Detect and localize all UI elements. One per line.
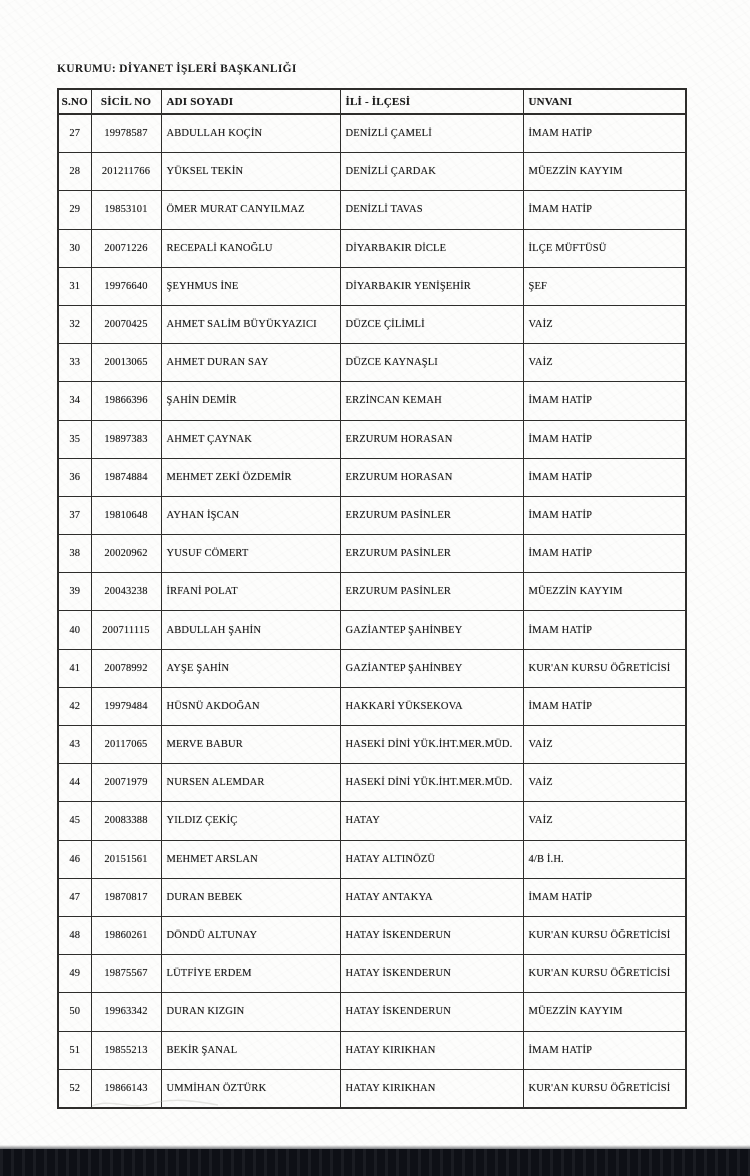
- cell-sicil-no: 20043238: [91, 573, 161, 611]
- cell-unvani: İMAM HATİP: [523, 382, 686, 420]
- cell-unvani: İMAM HATİP: [523, 535, 686, 573]
- cell-sicil-no: 19810648: [91, 496, 161, 534]
- cell-s-no: 38: [58, 535, 91, 573]
- cell-unvani: VAİZ: [523, 726, 686, 764]
- cell-s-no: 49: [58, 955, 91, 993]
- table-row: [58, 420, 686, 458]
- cell-s-no: 52: [58, 1069, 91, 1108]
- cell-ili-ilcesi: HATAY ALTINÖZÜ: [340, 840, 523, 878]
- column-header-s-no: S.NO: [58, 89, 91, 114]
- table-row: [58, 802, 686, 840]
- cell-sicil-no: 19860261: [91, 916, 161, 954]
- cell-unvani: İMAM HATİP: [523, 114, 686, 153]
- cell-ili-ilcesi: HAKKARİ YÜKSEKOVA: [340, 687, 523, 725]
- cell-adi-soyadi: YILDIZ ÇEKİÇ: [161, 802, 340, 840]
- table-row: [58, 649, 686, 687]
- table-row: [58, 993, 686, 1031]
- cell-s-no: 40: [58, 611, 91, 649]
- cell-sicil-no: 20070425: [91, 305, 161, 343]
- cell-unvani: MÜEZZİN KAYYIM: [523, 153, 686, 191]
- cell-adi-soyadi: YÜKSEL TEKİN: [161, 153, 340, 191]
- table-row: [58, 458, 686, 496]
- cell-ili-ilcesi: DÜZCE KAYNAŞLI: [340, 344, 523, 382]
- cell-s-no: 27: [58, 114, 91, 153]
- cell-unvani: İMAM HATİP: [523, 687, 686, 725]
- cell-sicil-no: 19866396: [91, 382, 161, 420]
- cell-s-no: 39: [58, 573, 91, 611]
- cell-sicil-no: 20071226: [91, 229, 161, 267]
- cell-unvani: İMAM HATİP: [523, 1031, 686, 1069]
- cell-ili-ilcesi: ERZURUM HORASAN: [340, 458, 523, 496]
- cell-sicil-no: 20020962: [91, 535, 161, 573]
- table-body: [58, 114, 686, 1108]
- cell-sicil-no: 19874884: [91, 458, 161, 496]
- cell-adi-soyadi: HÜSNÜ AKDOĞAN: [161, 687, 340, 725]
- table-row: [58, 496, 686, 534]
- cell-adi-soyadi: MEHMET ARSLAN: [161, 840, 340, 878]
- cell-sicil-no: 20083388: [91, 802, 161, 840]
- table-row: [58, 114, 686, 153]
- cell-s-no: 33: [58, 344, 91, 382]
- cell-ili-ilcesi: ERZİNCAN KEMAH: [340, 382, 523, 420]
- table-row: [58, 191, 686, 229]
- table-row: [58, 305, 686, 343]
- cell-unvani: MÜEZZİN KAYYIM: [523, 993, 686, 1031]
- cell-adi-soyadi: ÖMER MURAT CANYILMAZ: [161, 191, 340, 229]
- column-header-unvani: UNVANI: [523, 89, 686, 114]
- cell-ili-ilcesi: DENİZLİ ÇAMELİ: [340, 114, 523, 153]
- cell-sicil-no: 201211766: [91, 153, 161, 191]
- cell-s-no: 36: [58, 458, 91, 496]
- table-row: [58, 878, 686, 916]
- cell-unvani: 4/B İ.H.: [523, 840, 686, 878]
- column-header-ili-ilcesi: İLİ - İLÇESİ: [340, 89, 523, 114]
- cell-unvani: İMAM HATİP: [523, 458, 686, 496]
- column-header-sicil-no: SİCİL NO: [91, 89, 161, 114]
- cell-ili-ilcesi: DİYARBAKIR YENİŞEHİR: [340, 267, 523, 305]
- cell-s-no: 51: [58, 1031, 91, 1069]
- cell-ili-ilcesi: DİYARBAKIR DİCLE: [340, 229, 523, 267]
- cell-s-no: 47: [58, 878, 91, 916]
- cell-adi-soyadi: MEHMET ZEKİ ÖZDEMİR: [161, 458, 340, 496]
- cell-adi-soyadi: NURSEN ALEMDAR: [161, 764, 340, 802]
- cell-s-no: 44: [58, 764, 91, 802]
- cell-unvani: VAİZ: [523, 344, 686, 382]
- cell-ili-ilcesi: DENİZLİ ÇARDAK: [340, 153, 523, 191]
- cell-adi-soyadi: ŞAHİN DEMİR: [161, 382, 340, 420]
- cell-unvani: KUR'AN KURSU ÖĞRETİCİSİ: [523, 955, 686, 993]
- cell-s-no: 30: [58, 229, 91, 267]
- cell-ili-ilcesi: HATAY KIRIKHAN: [340, 1069, 523, 1108]
- cell-s-no: 43: [58, 726, 91, 764]
- table-row: [58, 764, 686, 802]
- table-row: [58, 229, 686, 267]
- cell-s-no: 29: [58, 191, 91, 229]
- cell-adi-soyadi: ŞEYHMUS İNE: [161, 267, 340, 305]
- cell-sicil-no: 19866143: [91, 1069, 161, 1108]
- scanner-edge-bar: [0, 1149, 750, 1176]
- cell-adi-soyadi: İRFANİ POLAT: [161, 573, 340, 611]
- scan-smudge-mark: [90, 1096, 220, 1112]
- cell-sicil-no: 19979484: [91, 687, 161, 725]
- cell-adi-soyadi: RECEPALİ KANOĞLU: [161, 229, 340, 267]
- cell-adi-soyadi: MERVE BABUR: [161, 726, 340, 764]
- cell-s-no: 28: [58, 153, 91, 191]
- cell-unvani: İMAM HATİP: [523, 420, 686, 458]
- cell-unvani: VAİZ: [523, 764, 686, 802]
- cell-ili-ilcesi: HATAY: [340, 802, 523, 840]
- cell-unvani: İMAM HATİP: [523, 611, 686, 649]
- cell-unvani: VAİZ: [523, 305, 686, 343]
- cell-ili-ilcesi: HATAY İSKENDERUN: [340, 993, 523, 1031]
- cell-s-no: 35: [58, 420, 91, 458]
- cell-adi-soyadi: AHMET ÇAYNAK: [161, 420, 340, 458]
- cell-unvani: KUR'AN KURSU ÖĞRETİCİSİ: [523, 1069, 686, 1108]
- cell-sicil-no: 20078992: [91, 649, 161, 687]
- cell-s-no: 41: [58, 649, 91, 687]
- cell-s-no: 31: [58, 267, 91, 305]
- table-row: [58, 573, 686, 611]
- table-row: [58, 611, 686, 649]
- cell-sicil-no: 19855213: [91, 1031, 161, 1069]
- table-row: [58, 840, 686, 878]
- cell-adi-soyadi: AHMET DURAN SAY: [161, 344, 340, 382]
- cell-ili-ilcesi: HATAY İSKENDERUN: [340, 955, 523, 993]
- cell-adi-soyadi: YUSUF CÖMERT: [161, 535, 340, 573]
- cell-unvani: KUR'AN KURSU ÖĞRETİCİSİ: [523, 916, 686, 954]
- table-row: [58, 344, 686, 382]
- cell-s-no: 45: [58, 802, 91, 840]
- cell-s-no: 37: [58, 496, 91, 534]
- cell-sicil-no: 19875567: [91, 955, 161, 993]
- cell-sicil-no: 20013065: [91, 344, 161, 382]
- table-row: [58, 535, 686, 573]
- cell-ili-ilcesi: HASEKİ DİNİ YÜK.İHT.MER.MÜD.: [340, 764, 523, 802]
- cell-adi-soyadi: ABDULLAH ŞAHİN: [161, 611, 340, 649]
- cell-ili-ilcesi: GAZİANTEP ŞAHİNBEY: [340, 611, 523, 649]
- cell-sicil-no: 20117065: [91, 726, 161, 764]
- cell-s-no: 46: [58, 840, 91, 878]
- cell-ili-ilcesi: ERZURUM PASİNLER: [340, 535, 523, 573]
- cell-s-no: 32: [58, 305, 91, 343]
- table-row: [58, 687, 686, 725]
- cell-adi-soyadi: ABDULLAH KOÇİN: [161, 114, 340, 153]
- cell-adi-soyadi: LÜTFİYE ERDEM: [161, 955, 340, 993]
- cell-s-no: 48: [58, 916, 91, 954]
- cell-ili-ilcesi: HATAY KIRIKHAN: [340, 1031, 523, 1069]
- cell-adi-soyadi: DURAN KIZGIN: [161, 993, 340, 1031]
- cell-s-no: 50: [58, 993, 91, 1031]
- cell-unvani: İMAM HATİP: [523, 496, 686, 534]
- cell-unvani: İMAM HATİP: [523, 878, 686, 916]
- personnel-table: [57, 88, 687, 1109]
- cell-sicil-no: 19870817: [91, 878, 161, 916]
- cell-sicil-no: 19853101: [91, 191, 161, 229]
- cell-adi-soyadi: AHMET SALİM BÜYÜKYAZICI: [161, 305, 340, 343]
- table-row: [58, 916, 686, 954]
- table-row: [58, 267, 686, 305]
- cell-adi-soyadi: AYHAN İŞCAN: [161, 496, 340, 534]
- cell-unvani: VAİZ: [523, 802, 686, 840]
- cell-s-no: 42: [58, 687, 91, 725]
- cell-ili-ilcesi: ERZURUM PASİNLER: [340, 496, 523, 534]
- cell-ili-ilcesi: DÜZCE ÇİLİMLİ: [340, 305, 523, 343]
- cell-adi-soyadi: AYŞE ŞAHİN: [161, 649, 340, 687]
- cell-unvani: KUR'AN KURSU ÖĞRETİCİSİ: [523, 649, 686, 687]
- cell-sicil-no: 200711115: [91, 611, 161, 649]
- cell-ili-ilcesi: ERZURUM PASİNLER: [340, 573, 523, 611]
- cell-s-no: 34: [58, 382, 91, 420]
- cell-unvani: ŞEF: [523, 267, 686, 305]
- cell-sicil-no: 19976640: [91, 267, 161, 305]
- table-header-row: [58, 89, 686, 114]
- column-header-adi-soyadi: ADI SOYADI: [161, 89, 340, 114]
- table-row: [58, 382, 686, 420]
- cell-ili-ilcesi: ERZURUM HORASAN: [340, 420, 523, 458]
- cell-adi-soyadi: BEKİR ŞANAL: [161, 1031, 340, 1069]
- cell-ili-ilcesi: HATAY ANTAKYA: [340, 878, 523, 916]
- cell-sicil-no: 19897383: [91, 420, 161, 458]
- cell-sicil-no: 20151561: [91, 840, 161, 878]
- table-row: [58, 726, 686, 764]
- institution-heading: KURUMU: DİYANET İŞLERİ BAŞKANLIĞI: [57, 62, 297, 76]
- cell-ili-ilcesi: HASEKİ DİNİ YÜK.İHT.MER.MÜD.: [340, 726, 523, 764]
- cell-sicil-no: 20071979: [91, 764, 161, 802]
- cell-ili-ilcesi: GAZİANTEP ŞAHİNBEY: [340, 649, 523, 687]
- cell-unvani: MÜEZZİN KAYYIM: [523, 573, 686, 611]
- cell-sicil-no: 19978587: [91, 114, 161, 153]
- cell-sicil-no: 19963342: [91, 993, 161, 1031]
- cell-unvani: İLÇE MÜFTÜSÜ: [523, 229, 686, 267]
- cell-adi-soyadi: DÖNDÜ ALTUNAY: [161, 916, 340, 954]
- table-row: [58, 955, 686, 993]
- cell-adi-soyadi: UMMİHAN ÖZTÜRK: [161, 1069, 340, 1108]
- table-row: [58, 153, 686, 191]
- cell-unvani: İMAM HATİP: [523, 191, 686, 229]
- cell-ili-ilcesi: HATAY İSKENDERUN: [340, 916, 523, 954]
- table-row: [58, 1031, 686, 1069]
- cell-adi-soyadi: DURAN BEBEK: [161, 878, 340, 916]
- cell-ili-ilcesi: DENİZLİ TAVAS: [340, 191, 523, 229]
